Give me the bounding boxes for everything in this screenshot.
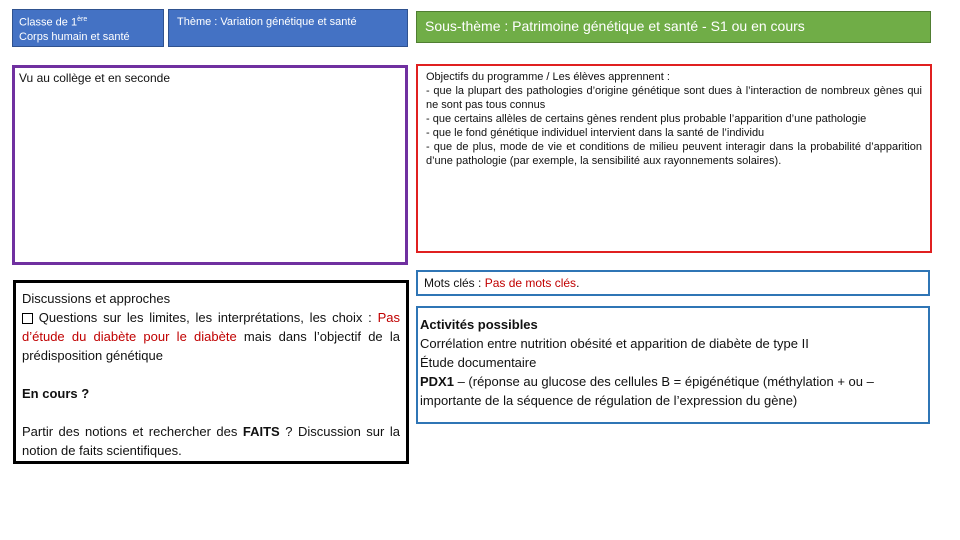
corps-label: Corps humain et santé [19, 30, 130, 43]
activites-box [416, 306, 930, 424]
sous-theme-label: Sous-thème : Patrimoine génétique et santé - S1 ou en cours [425, 18, 805, 34]
discussions-title: Discussions et approches [22, 291, 171, 306]
vu-box [12, 65, 408, 265]
mots-cles-box: Mots clés : Pas de mots clés. [416, 270, 930, 296]
discussions-question: Questions sur les limites, les interprétations, les choix : Pas d’étude du diabète pour le diabète mais dans l’objectif de la prédisposition génétique [22, 310, 400, 363]
activites-title: Activités possibles [420, 317, 538, 332]
sous-theme-box [416, 11, 931, 43]
activite-item: PDX1 – (réponse au glucose des cellules B = épigénétique (méthylation + ou – importante de la séquence de régulation de l’expression du gène) [420, 374, 874, 408]
objectif-item: - que certains allèles de certains gènes rendent plus probable l’apparition d’une pathologie [426, 113, 867, 125]
theme-label: Thème : Variation génétique et santé [177, 16, 357, 28]
objectif-item: - que de plus, mode de vie et conditions de milieu peuvent interagir dans la probabilité d’apparition d’une pathologie (par exemple, la sensibilité aux rayonnements solaires). [426, 141, 922, 167]
objectifs-box [416, 64, 932, 253]
objectifs-title: Objectifs du programme / Les élèves apprennent : [426, 71, 670, 83]
objectif-item: - que le fond génétique individuel intervient dans la santé de l’individu [426, 127, 765, 139]
en-cours: En cours ? [22, 386, 90, 401]
partir-text: Partir des notions et rechercher des FAITS ? Discussion sur la notion de faits scientifiques. [22, 424, 400, 458]
activite-item: Étude documentaire [420, 355, 537, 370]
discussions-box [13, 280, 409, 464]
mots-cles-value: Pas de mots clés [484, 276, 577, 290]
classe-label: Classe de 1ère [19, 16, 88, 29]
objectif-item: - que la plupart des pathologies d’origine génétique sont dues à l’interaction de nombreux gènes qui ne sont pas tous connus [426, 85, 922, 111]
activite-item: Corrélation entre nutrition obésité et apparition de diabète de type II [420, 336, 809, 351]
checkbox-icon [22, 313, 33, 324]
mots-cles-label: Mots clés : [424, 276, 485, 290]
vu-label: Vu au collège et en seconde [19, 71, 171, 85]
classe-box [12, 9, 164, 47]
diabete-note: Pas d’étude du diabète pour le diabète [22, 310, 400, 344]
theme-box [168, 9, 408, 47]
